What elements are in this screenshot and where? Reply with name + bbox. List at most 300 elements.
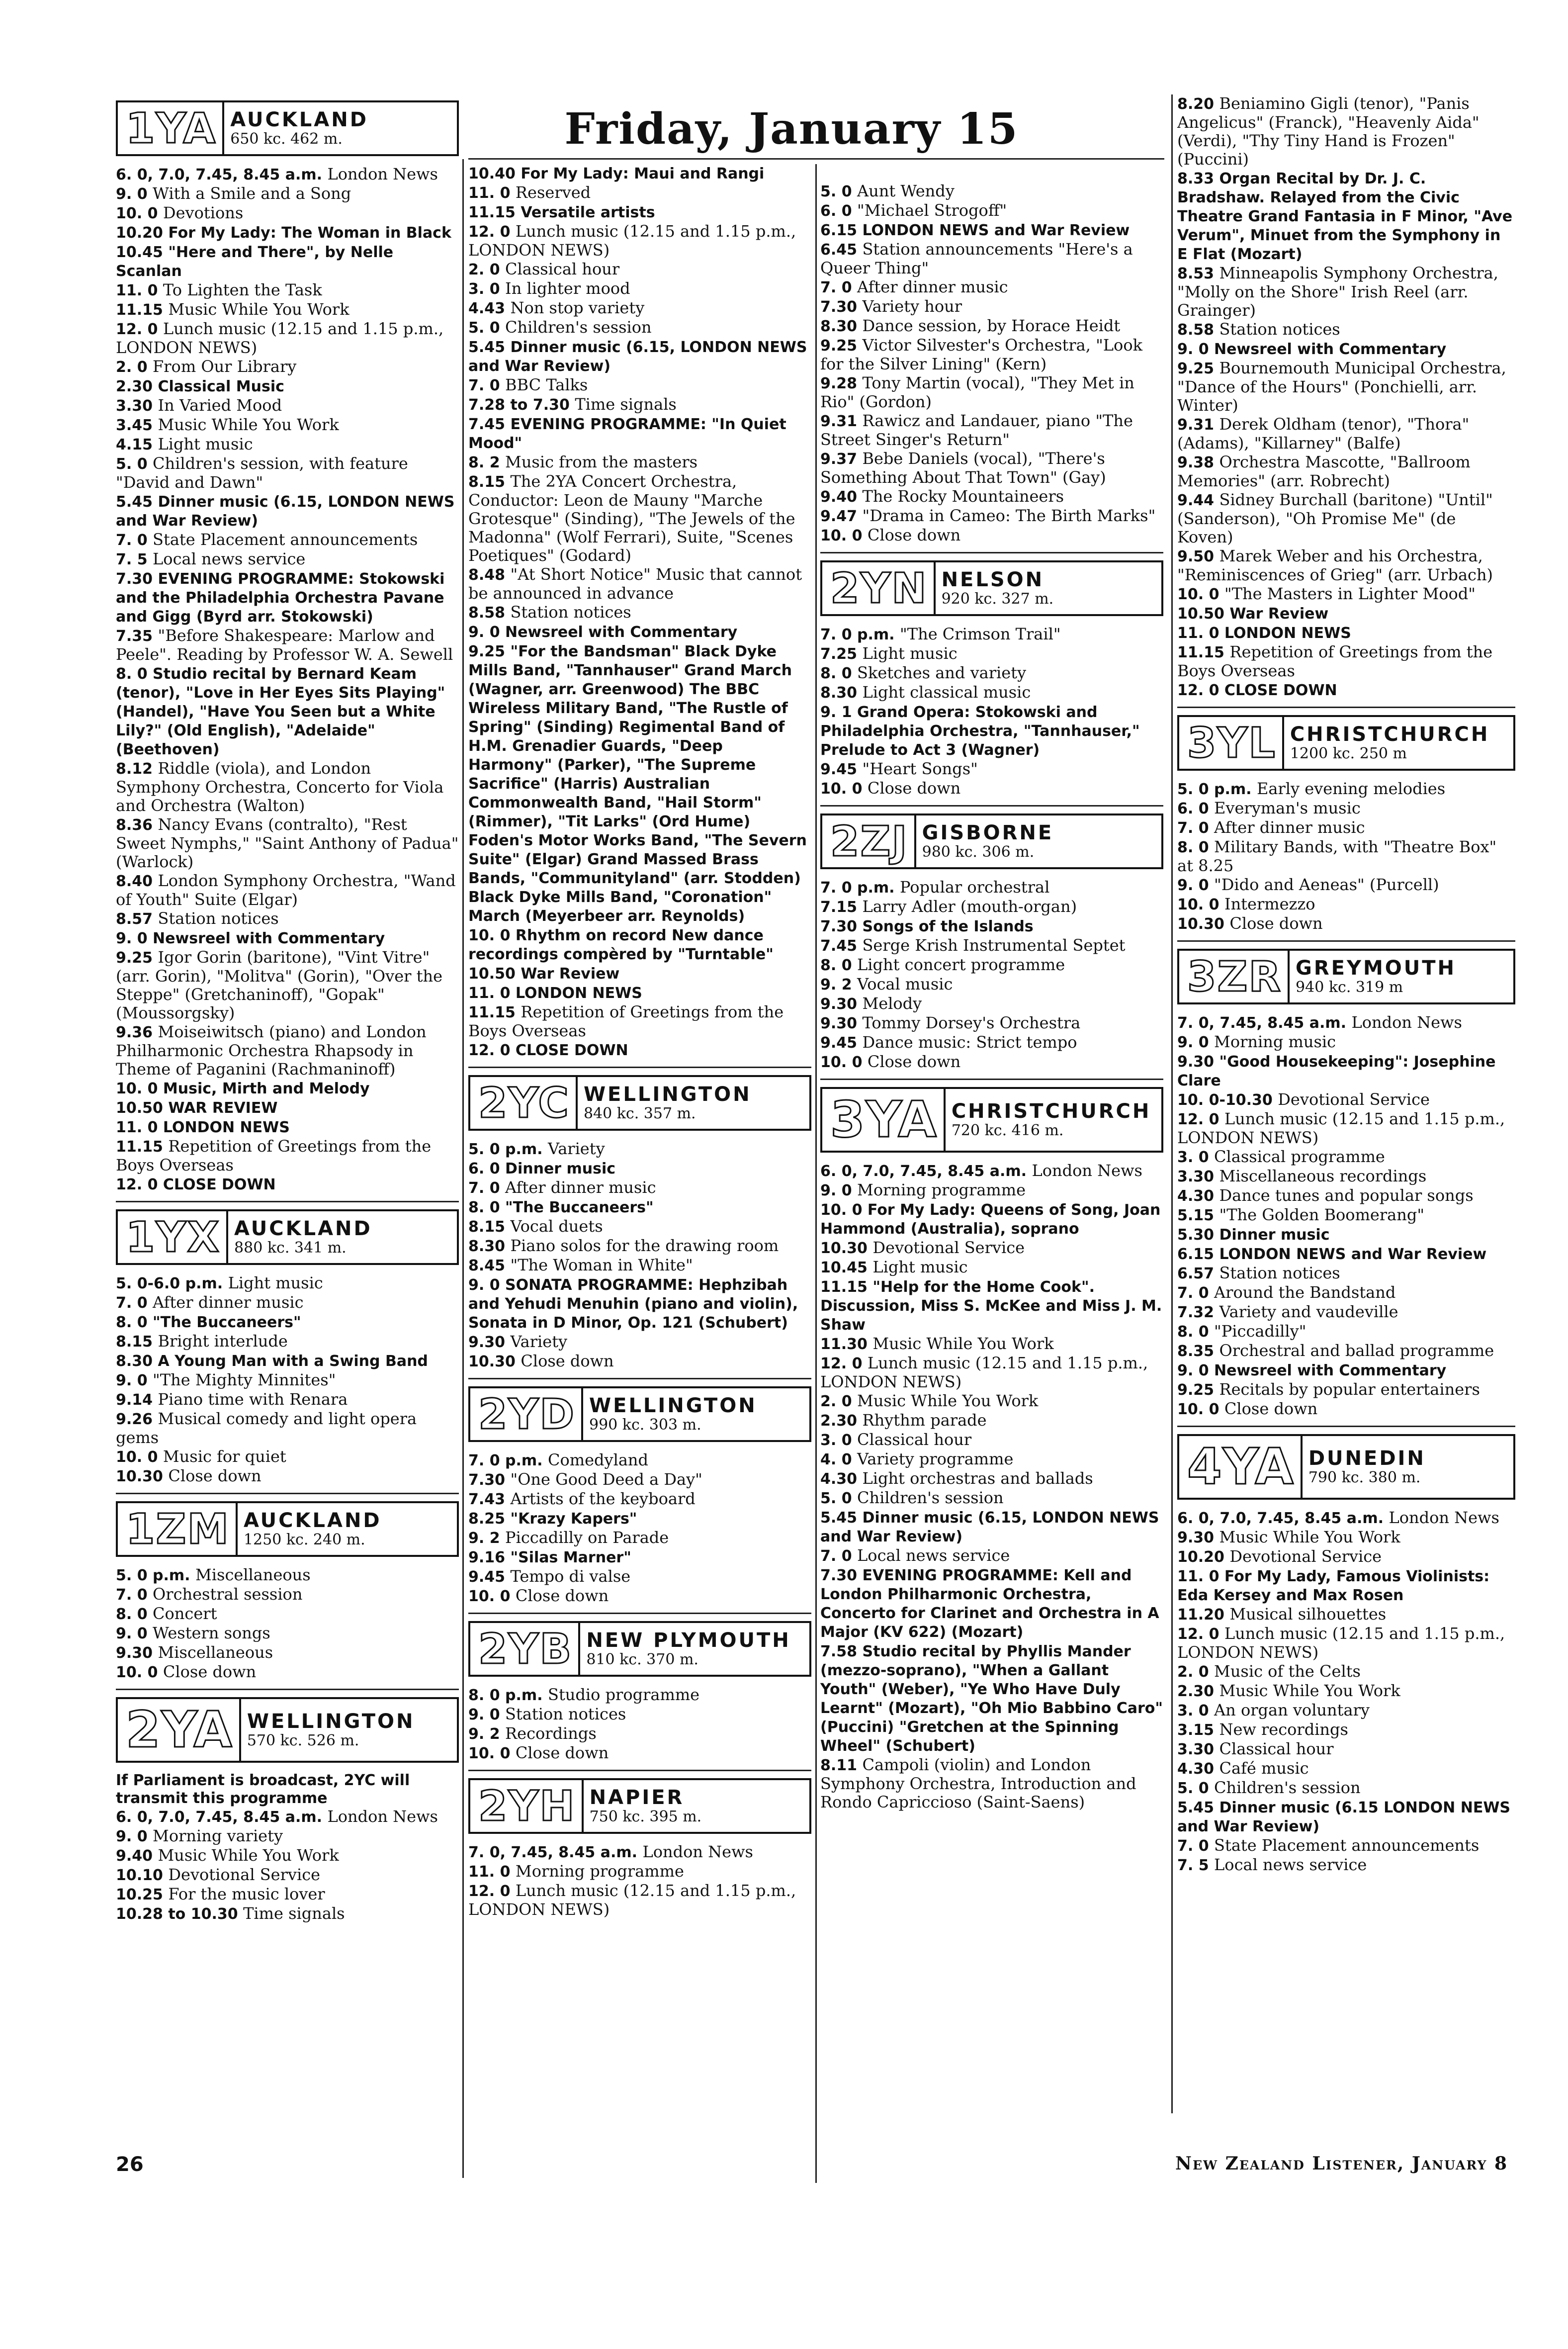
programme-time: 10.30 — [1177, 915, 1230, 933]
programme-time: 9. 0 — [468, 1706, 506, 1723]
programme-list — [116, 165, 459, 1194]
programme-title: Variety — [548, 1139, 605, 1158]
programme-time: 4.43 — [468, 300, 511, 317]
programme-list — [468, 1451, 811, 1606]
programme-title: Organ Recital by Dr. J. C. Bradshaw. Relayed from the Civic Theatre Grand Fantasia in F Minor, "Ave Verum", Minuet from the Symphony in E Flat (Mozart) — [1177, 170, 1513, 263]
station-name: WELLINGTON — [589, 1394, 757, 1417]
programme-title: Station announcements "Here's a Queer Thing" — [820, 240, 1133, 277]
programme-title: "The Buccaneers" — [505, 1199, 654, 1216]
programme-item — [1177, 1509, 1515, 1528]
programme-item — [1177, 453, 1515, 490]
station-info — [222, 102, 457, 154]
programme-title: Riddle (viola), and London Symphony Orchestra, Concerto for Viola and Orchestra (Walton) — [116, 759, 444, 815]
programme-time: 9.30 — [1177, 1053, 1220, 1071]
programme-time: 11.30 — [820, 1336, 873, 1353]
column-rule-2 — [815, 164, 817, 2183]
programme-title: Music of the Celts — [1214, 1662, 1361, 1681]
programme-item — [820, 1546, 1163, 1565]
programme-title: Light music — [862, 644, 958, 663]
programme-time: 7.30 — [116, 570, 158, 588]
programme-title: Miscellaneous recordings — [1219, 1167, 1427, 1185]
programme-time: 6. 0 — [820, 202, 858, 220]
programme-item — [820, 644, 1163, 663]
programme-item — [468, 603, 811, 622]
programme-title: Intermezzo — [1224, 895, 1315, 913]
programme-item — [1177, 1110, 1515, 1147]
programme-title: Newsreel with Commentary — [1214, 1362, 1447, 1379]
programme-title: EVENING PROGRAMME: Stokowski and the Philadelphia Orchestra Pavane and Gigg (Byrd arr. Stokowski) — [116, 570, 445, 626]
programme-title: BBC Talks — [505, 375, 588, 394]
programme-item — [820, 1411, 1163, 1430]
programme-item — [468, 1237, 811, 1256]
programme-list — [820, 625, 1163, 798]
programme-title: Lunch music (12.15 and 1.15 p.m., LONDON NEWS) — [1177, 1109, 1505, 1147]
programme-time: 8.45 — [468, 1257, 511, 1274]
programme-time: 6. 0, 7.0, 7.45, 8.45 a.m. — [116, 166, 328, 183]
programme-title: London Symphony Orchestra, "Wand of Youth" Suite (Elgar) — [116, 871, 456, 909]
programme-time: 12. 0 — [468, 1883, 516, 1900]
station-header-1ya — [116, 100, 459, 156]
programme-list — [468, 1686, 811, 1763]
station-name: GISBORNE — [922, 821, 1054, 844]
programme-item — [116, 184, 459, 203]
programme-item — [820, 994, 1163, 1013]
programme-item — [820, 297, 1163, 316]
programme-title: For My Lady: Maui and Rangi — [521, 165, 765, 182]
programme-time: 9.30 — [116, 1644, 158, 1662]
programme-title: "The Buccaneers" — [153, 1314, 301, 1331]
programme-item — [468, 260, 811, 279]
section-divider — [820, 1079, 1163, 1080]
programme-time: 8. 0 p.m. — [468, 1687, 548, 1704]
programme-time: 8.48 — [468, 566, 511, 584]
station-info — [914, 815, 1161, 867]
programme-title: With a Smile and a Song — [153, 184, 351, 203]
programme-title: Military Bands, with "Theatre Box" at 8.25 — [1177, 837, 1497, 875]
programme-item — [1177, 643, 1515, 680]
programme-item — [116, 320, 459, 357]
programme-time: 8.58 — [1177, 321, 1220, 339]
programme-time: 8.30 — [820, 318, 863, 335]
programme-time: 8.53 — [1177, 265, 1220, 282]
programme-time: 9.30 — [820, 1015, 863, 1032]
programme-time: 5.15 — [1177, 1207, 1220, 1224]
programme-title: Piccadilly on Parade — [505, 1528, 669, 1547]
programme-title: Newsreel with Commentary — [153, 930, 385, 947]
programme-title: Concert — [153, 1604, 217, 1623]
programme-time: 8. 0 — [468, 1199, 506, 1216]
programme-title: Close down — [521, 1352, 614, 1370]
programme-item — [116, 1023, 459, 1079]
programme-title: "Here and There", by Nelle Scanlan — [116, 244, 394, 280]
programme-time: 9.38 — [1177, 454, 1220, 471]
programme-time: 10.45 — [116, 244, 169, 261]
programme-title: Larry Adler (mouth-organ) — [862, 897, 1077, 916]
programme-time: 11.15 — [1177, 644, 1230, 661]
station-header-2yd — [468, 1386, 811, 1442]
programme-time: 3.30 — [1177, 1168, 1220, 1185]
programme-title: CLOSE DOWN — [515, 1042, 628, 1059]
programme-time: 3.15 — [1177, 1721, 1220, 1739]
programme-title: Classical hour — [857, 1430, 972, 1449]
programme-item — [1177, 1186, 1515, 1205]
programme-title: LONDON NEWS and War Review — [1219, 1246, 1487, 1263]
programme-title: Rhythm on record New dance recordings compèred by "Turntable" — [468, 927, 774, 963]
station-header-3zr — [1177, 949, 1515, 1004]
programme-title: Dinner music (6.15, LONDON NEWS and War Review) — [116, 493, 455, 530]
programme-item — [468, 1490, 811, 1509]
programme-title: Close down — [867, 1052, 961, 1071]
programme-time: 9. 0 — [820, 1182, 858, 1199]
programme-title: Newsreel with Commentary — [1214, 341, 1447, 358]
programme-time: 10.50 — [116, 1099, 169, 1117]
programme-item — [820, 336, 1163, 373]
programme-title: Studio recital by Phyllis Mander (mezzo-soprano), "When a Gallant Youth" (Weber), "Ye Who Have Duly Learnt" (Mozart), "Oh Mio Babbino Caro" (Puccini) "Gretchen at the Spinning Wheel" (Schubert) — [820, 1643, 1163, 1755]
programme-item — [468, 984, 811, 1002]
programme-title: Dance tunes and popular songs — [1219, 1186, 1474, 1205]
programme-time: 4.15 — [116, 436, 158, 453]
programme-title: Lunch music (12.15 and 1.15 p.m., LONDON NEWS) — [468, 1881, 796, 1919]
station-name: AUCKLAND — [230, 108, 368, 131]
programme-time: 7.58 — [820, 1643, 863, 1660]
programme-time: 10. 0 — [820, 1054, 868, 1071]
station-frequency: 720 kc. 416 m. — [951, 1122, 1064, 1139]
programme-item — [1177, 1090, 1515, 1109]
programme-title: Morning variety — [153, 1826, 283, 1845]
programme-item — [468, 1041, 811, 1060]
programme-title: Variety — [510, 1332, 568, 1351]
station-call-sign: 2YB — [478, 1625, 573, 1673]
station-call-sign: 2YH — [478, 1782, 576, 1830]
programme-time: 9. 2 — [468, 1725, 506, 1743]
programme-title: To Lighten the Task — [163, 280, 322, 299]
programme-title: For My Lady, Famous Violinists: Eda Kersey and Max Rosen — [1177, 1568, 1490, 1604]
programme-title: Light classical music — [862, 683, 1031, 702]
programme-title: Vocal duets — [510, 1217, 603, 1236]
programme-item — [820, 221, 1163, 240]
programme-time: 10.30 — [820, 1240, 873, 1257]
programme-item — [468, 565, 811, 603]
programme-time: 8.15 — [468, 473, 511, 491]
programme-time: 8.36 — [116, 816, 158, 834]
programme-item — [1177, 876, 1515, 895]
programme-item — [1177, 585, 1515, 604]
station-header-4ya — [1177, 1434, 1515, 1500]
programme-item — [1177, 1567, 1515, 1605]
programme-item — [116, 358, 459, 376]
programme-title: Bright interlude — [158, 1332, 288, 1351]
programme-time: 8. 0 — [820, 957, 858, 974]
programme-item — [1177, 1033, 1515, 1052]
programme-title: Grand Opera: Stokowski and Philadelphia Orchestra, "Tannhauser," Prelude to Act 3 (Wagner) — [820, 704, 1140, 759]
programme-title: Time signals — [575, 395, 677, 414]
programme-list — [1177, 94, 1515, 700]
programme-item — [820, 898, 1163, 916]
programme-title: Close down — [1224, 1399, 1318, 1418]
programme-item — [116, 1371, 459, 1390]
programme-item — [820, 1756, 1163, 1811]
programme-time: 9.25 — [1177, 360, 1220, 377]
programme-title: Devotional Service — [872, 1238, 1025, 1257]
section-divider — [116, 1493, 459, 1494]
programme-time: 8.30 — [116, 1353, 158, 1370]
programme-item — [1177, 818, 1515, 837]
programme-item — [1177, 1148, 1515, 1167]
programme-time: 12. 0 — [820, 1355, 868, 1372]
programme-time: 8.15 — [468, 1218, 511, 1236]
programme-time: 7. 0 — [820, 1547, 858, 1565]
programme-item — [1177, 914, 1515, 933]
programme-time: 9.26 — [116, 1411, 158, 1428]
programme-title: In Varied Mood — [158, 396, 282, 415]
station-call-sign: 3ZR — [1187, 952, 1282, 1001]
station-call-sign: 1YA — [126, 104, 217, 153]
programme-title: The Rocky Mountaineers — [862, 487, 1064, 506]
programme-title: Children's session, with feature "David and Dawn" — [116, 454, 408, 492]
programme-item — [820, 317, 1163, 336]
programme-title: London News — [1389, 1508, 1499, 1527]
station-info — [578, 1623, 809, 1675]
programme-time: 10. 0 — [116, 1664, 163, 1681]
station-name: DUNEDIN — [1308, 1447, 1426, 1470]
programme-title: Close down — [867, 779, 961, 798]
programme-item — [820, 182, 1163, 201]
programme-title: LONDON NEWS — [163, 1119, 290, 1136]
section-divider — [468, 1613, 811, 1614]
station-info — [1288, 951, 1513, 1002]
programme-item — [1177, 359, 1515, 415]
programme-title: "The Masters in Lighter Mood" — [1224, 584, 1476, 603]
programme-title: Bournemouth Municipal Orchestra, "Dance of the Hours" (Ponchielli, arr. Winter) — [1177, 359, 1506, 415]
programme-list — [116, 1274, 459, 1486]
programme-item — [116, 1352, 459, 1370]
programme-time: 7.43 — [468, 1491, 511, 1508]
programme-item — [468, 318, 811, 337]
programme-item — [468, 1862, 811, 1881]
programme-title: Station notices — [1219, 1264, 1340, 1282]
programme-time: 8. 0 — [116, 1606, 153, 1623]
section-divider — [820, 552, 1163, 553]
programme-item — [820, 412, 1163, 449]
programme-title: Music, Mirth and Melody — [163, 1080, 370, 1097]
programme-title: Light music — [158, 435, 253, 453]
programme-time: 9.37 — [820, 451, 863, 468]
programme-title: For My Lady: Queens of Song, Joan Hammond (Australia), soprano — [820, 1201, 1161, 1238]
title-rule — [468, 158, 1164, 160]
programme-time: 8.57 — [116, 910, 158, 928]
programme-title: Tony Martin (vocal), "They Met in Rio" (Gordon) — [820, 373, 1134, 411]
programme-item — [1177, 1342, 1515, 1360]
programme-item — [116, 1643, 459, 1662]
programme-item — [468, 642, 811, 925]
programme-item — [116, 664, 459, 759]
programme-title: Western songs — [153, 1624, 270, 1642]
programme-time: 11. 0 — [1177, 625, 1224, 642]
programme-title: London News — [642, 1842, 753, 1861]
programme-time: 8.30 — [468, 1238, 511, 1255]
programme-time: 5.45 — [468, 339, 511, 356]
programme-title: From Our Library — [153, 357, 297, 376]
programme-title: Vocal music — [857, 975, 953, 994]
programme-item — [1177, 780, 1515, 799]
programme-item — [116, 1807, 459, 1826]
parliament-note: If Parliament is broadcast, 2YC will transmit this programme — [116, 1772, 410, 1807]
programme-title: Popular orchestral — [900, 878, 1050, 897]
programme-item — [116, 627, 459, 664]
programme-title: "Good Housekeeping": Josephine Clare — [1177, 1053, 1496, 1089]
programme-time: 7. 0 — [116, 532, 153, 549]
programme-title: Marek Weber and his Orchestra, "Reminiscences of Grieg" (arr. Urbach) — [1177, 546, 1493, 584]
station-name: AUCKLAND — [234, 1217, 372, 1240]
programme-title: Classical programme — [1214, 1147, 1385, 1166]
programme-item — [468, 1140, 811, 1159]
programme-title: Miscellaneous — [158, 1643, 273, 1662]
station-info — [236, 1503, 457, 1555]
programme-time: 8. 0 — [116, 1314, 153, 1331]
programme-title: EVENING PROGRAMME: Kell and London Philharmonic Orchestra, Concerto for Clarinet and Orchestra in A Major (KV 622) (Mozart) — [820, 1567, 1159, 1641]
programme-title: Classical Music — [158, 378, 284, 395]
programme-item — [116, 454, 459, 492]
programme-item — [820, 760, 1163, 779]
programme-title: Dinner music — [505, 1160, 616, 1177]
station-frequency: 1200 kc. 250 m — [1290, 745, 1407, 762]
programme-title: After dinner music — [857, 277, 1008, 296]
programme-title: Moiseiwitsch (piano) and London Philharmonic Orchestra Rhapsody in Theme of Paganini (Rachmaninoff) — [116, 1022, 427, 1079]
programme-item — [820, 1392, 1163, 1411]
programme-item — [468, 1451, 811, 1470]
programme-time: 10.20 — [1177, 1548, 1230, 1566]
programme-title: London News — [327, 165, 438, 183]
programme-time: 4.30 — [1177, 1187, 1220, 1205]
programme-item — [820, 374, 1163, 411]
station-name: GREYMOUTH — [1296, 957, 1457, 980]
programme-title: Derek Oldham (tenor), "Thora" (Adams), "Killarney" (Balfe) — [1177, 415, 1470, 452]
programme-title: Nancy Evans (contralto), "Rest Sweet Nymphs," "Saint Anthony of Padua" (Warlock) — [116, 815, 459, 871]
programme-time: 9.45 — [820, 761, 863, 778]
programme-title: Musical silhouettes — [1229, 1605, 1387, 1624]
programme-title: Music While You Work — [158, 1846, 339, 1865]
programme-time: 9. 2 — [820, 976, 858, 994]
programme-time: 10. 0 — [468, 927, 516, 944]
programme-title: Classical hour — [1219, 1739, 1334, 1758]
programme-title: Children's session — [505, 318, 652, 337]
programme-time: 6.15 — [1177, 1246, 1220, 1263]
programme-title: Local news service — [857, 1546, 1010, 1565]
section-divider — [116, 1201, 459, 1202]
programme-item — [1177, 1283, 1515, 1302]
programme-time: 9.44 — [1177, 492, 1220, 509]
programme-time: 2. 0 — [1177, 1663, 1215, 1681]
programme-item — [1177, 1052, 1515, 1090]
programme-item — [468, 1567, 811, 1586]
station-frequency: 1250 kc. 240 m. — [243, 1531, 365, 1548]
programme-item — [1177, 1856, 1515, 1875]
programme-item — [1177, 1836, 1515, 1855]
programme-item — [116, 1904, 459, 1923]
programme-title: Melody — [862, 994, 922, 1013]
programme-time: 3. 0 — [1177, 1702, 1215, 1719]
programme-title: Music While You Work — [168, 300, 349, 319]
programme-item — [468, 1003, 811, 1040]
programme-item — [116, 815, 459, 871]
programme-time: 8.20 — [1177, 95, 1220, 113]
programme-time: 8. 0 — [1177, 1323, 1215, 1341]
programme-item — [116, 204, 459, 223]
programme-title: Dance session, by Horace Heidt — [862, 316, 1121, 335]
programme-title: Close down — [168, 1466, 261, 1485]
programme-title: Morning programme — [857, 1180, 1026, 1199]
programme-title: Repetition of Greetings from the Boys Overseas — [468, 1002, 784, 1040]
programme-time: 7.28 to 7.30 — [468, 396, 575, 414]
programme-time: 5. 0 — [116, 455, 153, 473]
programme-title: Orchestral session — [153, 1585, 303, 1604]
programme-time: 3. 0 — [468, 280, 506, 298]
programme-item — [820, 1489, 1163, 1508]
programme-title: Studio recital by Bernard Keam (tenor), "Love in Her Eyes Sits Playing" (Handel), "Have You Seen but a White Lily?" (Old English), "Adelaide" (Beethoven) — [116, 665, 445, 758]
programme-time: 3. 0 — [1177, 1149, 1215, 1166]
programme-item — [468, 1333, 811, 1352]
programme-time: 6.45 — [820, 241, 863, 259]
programme-title: Music While You Work — [1219, 1528, 1400, 1546]
programme-item — [820, 201, 1163, 220]
programme-time: 5.45 — [116, 493, 158, 511]
programme-title: Station notices — [505, 1705, 626, 1723]
programme-time: 9.25 — [820, 337, 863, 355]
column-1 — [116, 97, 459, 1924]
programme-item — [116, 223, 459, 242]
programme-time: 9.16 — [468, 1549, 511, 1566]
programme-time: 5. 0 — [820, 1490, 858, 1507]
programme-time: 8.11 — [820, 1757, 863, 1774]
programme-title: Comedyland — [548, 1450, 649, 1469]
programme-time: 10. 0 — [820, 527, 868, 544]
programme-item — [820, 1508, 1163, 1546]
programme-item — [468, 1705, 811, 1724]
programme-item — [468, 453, 811, 472]
programme-item — [820, 1469, 1163, 1488]
programme-title: "The Golden Boomerang" — [1219, 1205, 1425, 1224]
programme-item — [116, 1447, 459, 1466]
programme-time: 7. 0 — [468, 1179, 506, 1197]
programme-title: LONDON NEWS — [515, 985, 642, 1002]
programme-item — [468, 1744, 811, 1763]
programme-time: 5.45 — [1177, 1799, 1220, 1816]
programme-time: 9. 0 — [116, 1372, 153, 1389]
station-frequency: 810 kc. 370 m. — [586, 1651, 698, 1668]
programme-item — [116, 872, 459, 909]
programme-time: 9.47 — [820, 508, 863, 525]
programme-title: Station notices — [158, 909, 279, 928]
programme-item — [468, 472, 811, 565]
programme-item — [116, 1118, 459, 1137]
station-frequency: 650 kc. 462 m. — [230, 130, 343, 148]
station-info — [226, 1211, 457, 1263]
programme-time: 6. 0, 7.0, 7.45, 8.45 a.m. — [1177, 1510, 1389, 1527]
programme-item — [820, 240, 1163, 277]
programme-item — [1177, 1361, 1515, 1380]
programme-time: 8. 0 — [1177, 839, 1215, 856]
programme-item — [1177, 1798, 1515, 1836]
programme-item — [1177, 1779, 1515, 1798]
programme-list — [468, 1140, 811, 1371]
programme-time: 10.25 — [116, 1886, 169, 1903]
programme-item — [820, 450, 1163, 487]
station-info — [576, 1077, 809, 1129]
programme-time: 8.30 — [820, 684, 863, 702]
section-divider — [116, 1689, 459, 1690]
programme-time: 4.30 — [820, 1470, 863, 1488]
programme-item — [820, 526, 1163, 545]
